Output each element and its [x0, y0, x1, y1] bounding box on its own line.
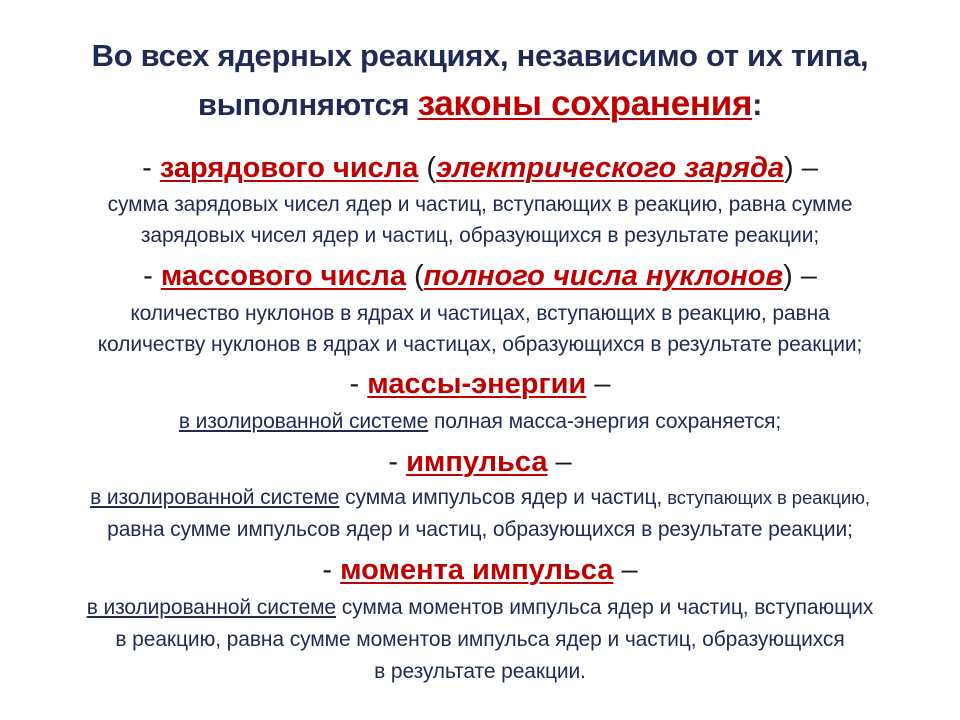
law-angular-momentum-desc-1 — [0, 596, 960, 620]
law-angular-momentum-desc-2: в реакцию, равна сумме моментов импульса ядер и частиц, образующихся — [115, 628, 845, 651]
law-angular-momentum-desc-3: в результате реакции. — [374, 660, 586, 683]
title-accent-conservation-laws: законы сохранения — [417, 84, 753, 123]
law-mass-number-desc-1: количество нуклонов в ядрах и частицах, вступающих в реакцию, равна — [130, 302, 830, 325]
law-tail: – — [547, 446, 572, 478]
law-dash: - — [388, 446, 407, 478]
law-momentum-desc-1a: сумма импульсов ядер и частиц, — [339, 486, 663, 509]
law-charge-term: зарядового числа — [159, 152, 419, 184]
law-mass-energy-desc-text: полная масса-энергия сохраняется; — [428, 410, 782, 433]
law-momentum-desc-1b: вступающих в реакцию, — [662, 487, 870, 508]
law-mass-number-heading — [0, 260, 960, 293]
law-charge-paren: электрического заряда — [436, 152, 785, 184]
paren-close: ) – — [783, 260, 817, 292]
law-tail: – — [613, 554, 638, 586]
law-dash: - — [322, 554, 341, 586]
title-text-2-pre: выполняются — [197, 87, 418, 122]
law-mass-number-desc-2: количеству нуклонов в ядрах и частицах, образующихся в результате реакции; — [97, 333, 863, 356]
title-text-1: Во всех ядерных реакциях, независимо от их типа, — [91, 38, 869, 73]
law-mass-energy-heading — [0, 368, 960, 401]
isolated-system-label: в изолированной системе — [86, 596, 337, 619]
law-mass-number-term: массового числа — [160, 260, 406, 292]
paren-open: ( — [418, 152, 437, 184]
title-line-2 — [0, 84, 960, 124]
law-momentum-desc-2: равна сумме импульсов ядер и частиц, образующихся в результате реакции; — [107, 518, 853, 541]
law-charge-desc-2: зарядовых чисел ядер и частиц, образующихся в результате реакции; — [140, 224, 820, 247]
law-tail: – — [586, 368, 611, 400]
law-mass-energy-term: массы-энергии — [367, 368, 587, 400]
law-mass-number-paren: полного числа нуклонов — [423, 260, 784, 292]
law-angular-momentum-heading — [0, 554, 960, 587]
law-angular-momentum-desc-1-rest: сумма моментов импульса ядер и частиц, вступающих — [336, 596, 874, 619]
title-line-1 — [0, 38, 960, 74]
law-momentum-term: импульса — [406, 446, 548, 478]
isolated-system-label: в изолированной системе — [178, 410, 429, 433]
law-mass-energy-desc — [0, 410, 960, 434]
paren-open: ( — [405, 260, 424, 292]
law-momentum-heading — [0, 446, 960, 479]
law-angular-momentum-term: момента импульса — [340, 554, 614, 586]
isolated-system-label: в изолированной системе — [90, 486, 340, 509]
law-charge-heading — [0, 152, 960, 185]
law-dash: - — [142, 152, 160, 184]
paren-close: ) – — [784, 152, 818, 184]
law-dash: - — [349, 368, 368, 400]
title-colon: : — [752, 87, 763, 122]
law-momentum-desc-1 — [0, 486, 960, 510]
law-charge-desc-1: сумма зарядовых чисел ядер и частиц, вступающих в реакцию, равна сумме — [107, 193, 853, 216]
law-dash: - — [143, 260, 161, 292]
